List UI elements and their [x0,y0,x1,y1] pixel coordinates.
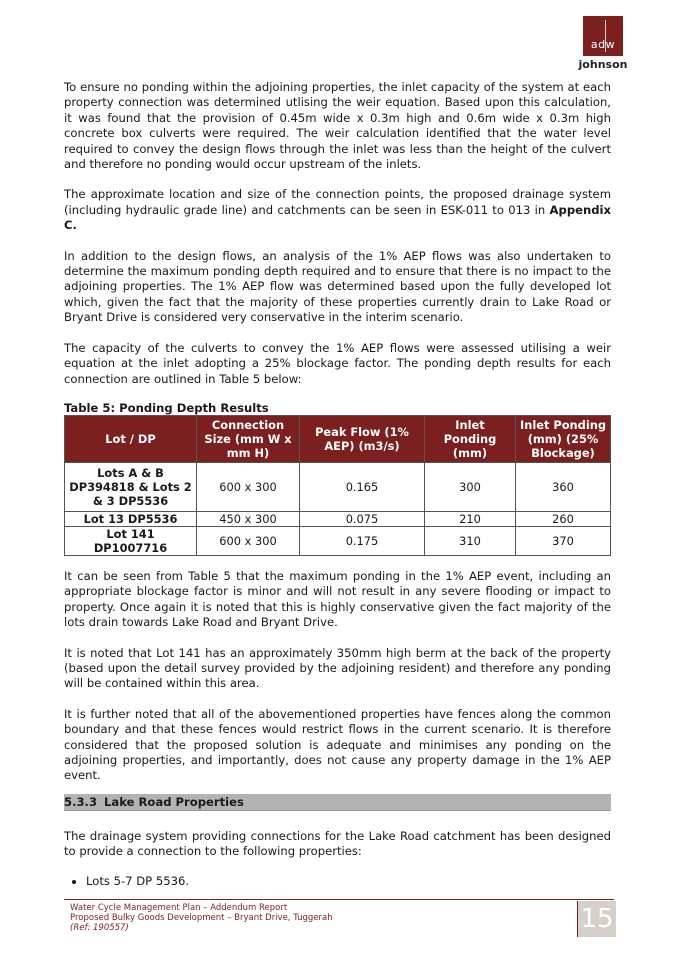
header-inlet-ponding-blockage: Inlet Ponding (mm) (25% Blockage) [516,415,611,462]
logo-mark-text: adw [590,38,616,51]
paragraph-connection-points-text: The approximate location and size of the connection points, the proposed drainage system (including hydraulic grade line) and catchments can be seen in ESK-011 to 013 in [64,187,611,217]
header-lot-dp: Lot / DP [65,415,197,462]
paragraph-connection-points [64,187,611,233]
footer-project: Proposed Bulky Goods Development – Bryant Drive, Tuggerah [70,913,333,923]
ponding-depth-table [64,415,611,556]
header-connection-size: Connection Size (mm W x mm H) [197,415,300,462]
section-title: Lake Road Properties [104,794,244,809]
section-heading [64,794,611,811]
footer-report-title: Water Cycle Management Plan – Addendum Report [70,903,288,913]
paragraph-fences: It is further noted that all of the abovementioned properties have fences along the common boundary and that these fences would restrict flows in the current scenario. It is therefore considered that the proposed solution is adequate and minimises any ponding on the adjoining properties, and importantly, does not cause any property damage in the 1% AEP event. [64,706,611,783]
paragraph-culvert-capacity: The capacity of the culverts to convey the 1% AEP flows were assessed utilising a weir equation at the inlet adopting a 25% blockage factor. The ponding depth results for each connection are outlined in Table 5 below: [64,340,611,386]
header-inlet-ponding: Inlet Ponding (mm) [425,415,516,462]
company-logo [578,16,628,71]
cell-size: 600 x 300 [197,526,300,555]
cell-flow: 0.165 [300,462,425,511]
header-peak-flow: Peak Flow (1% AEP) (m3/s) [300,415,425,462]
section-number: 5.3.3 [64,794,98,809]
cell-ponding-blockage: 260 [516,511,611,526]
table-row [65,462,611,511]
list-item: • Lots 5-7 DP 5536. [86,874,611,889]
paragraph-aep-analysis: In addition to the design flows, an analysis of the 1% AEP flows was also undertaken to determine the maximum ponding depth required and to ensure that there is no impact to the adjoining properties. The 1% AEP flow was determined based upon the fully developed lot which, given the fact that the majority of these properties currently drain to Lake Road or Bryant Drive is considered very conservative in the interim scenario. [64,248,611,325]
paragraph-inlet-capacity: To ensure no ponding within the adjoining properties, the inlet capacity of the system at each property connection was determined utlising the weir equation. Based upon this calculation, it was found that the provision of 0.45m wide x 0.3m high and 0.6m wide x 0.3m high concrete box culverts were required. The weir calculation identified that the water level required to convey the design flows through the inlet was less than the height of the culvert and therefore no ponding would occur upstream of the inlets. [64,80,611,172]
cell-ponding-blockage: 360 [516,462,611,511]
logo-mark [583,16,623,56]
cell-size: 450 x 300 [197,511,300,526]
cell-size: 600 x 300 [197,462,300,511]
footer [70,903,333,933]
cell-lot: Lots A & B DP394818 & Lots 2 & 3 DP5536 [65,462,197,511]
footer-reference: (Ref: 190557) [70,923,129,933]
footer-divider [64,899,614,900]
paragraph-table-conclusion: It can be seen from Table 5 that the maximum ponding in the 1% AEP event, including an appropriate blockage factor is minor and will not result in any severe flooding or impact to property. Once again it is noted that this is highly conservative given the fact majority of the lots drain towards Lake Road and Bryant Drive. [64,568,611,630]
property-list [64,874,611,889]
cell-ponding: 310 [425,526,516,555]
cell-ponding-blockage: 370 [516,526,611,555]
cell-lot: Lot 141 DP1007716 [65,526,197,555]
cell-ponding: 210 [425,511,516,526]
cell-flow: 0.175 [300,526,425,555]
table-caption: Table 5: Ponding Depth Results [64,400,269,415]
cell-ponding: 300 [425,462,516,511]
paragraph-lot-141-berm: It is noted that Lot 141 has an approximately 350mm high berm at the back of the property (based upon the detail survey provided by the adjoining resident) and therefore any ponding will be contained within this area. [64,645,611,691]
paragraph-lake-road: The drainage system providing connections for the Lake Road catchment has been designed to provide a connection to the following properties: [64,828,611,859]
page-content [64,80,611,889]
cell-lot: Lot 13 DP5536 [65,511,197,526]
appendix-reference: Appendix C. [64,202,611,233]
table-row [65,526,611,555]
table-row [65,511,611,526]
page-number: 15 [577,901,616,937]
cell-flow: 0.075 [300,511,425,526]
logo-subtext: johnson [578,58,628,71]
table-header-row [65,415,611,462]
